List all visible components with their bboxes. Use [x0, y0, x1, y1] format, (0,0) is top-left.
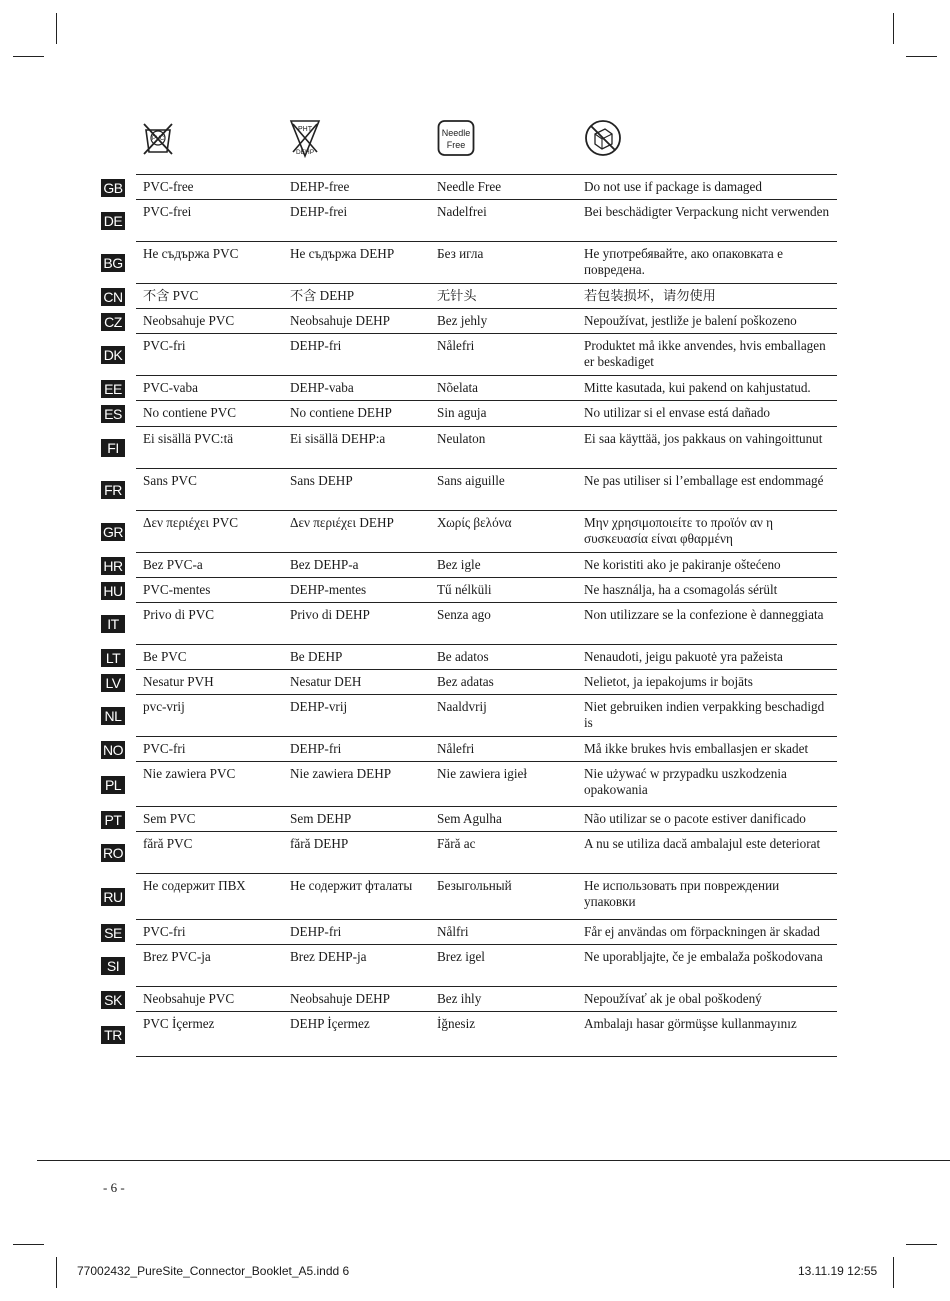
- dehp-free-text: Ei sisällä DEHP:a: [290, 431, 386, 446]
- needle-free-text: Χωρίς βελόνα: [437, 515, 512, 530]
- table-row: [104, 695, 837, 737]
- needle-free-text: Senza ago: [437, 607, 491, 622]
- language-code-badge: NO: [103, 742, 123, 758]
- pvc-free-text: Sans PVC: [143, 473, 197, 488]
- package-warning-text: Ne koristiti ako je pakiranje oštećeno: [584, 557, 781, 572]
- package-warning-text: Mitte kasutada, kui pakend on kahjustatud.: [584, 380, 811, 395]
- page-number: - 6 -: [103, 1180, 125, 1195]
- dehp-free-text: Sans DEHP: [290, 473, 353, 488]
- language-code-badge: IT: [101, 615, 125, 633]
- language-code-badge: NL: [101, 707, 125, 725]
- package-warning-text: Nepoužívať ak je obal poškodený: [584, 991, 762, 1006]
- dehp-free-text: Nie zawiera DEHP: [290, 766, 392, 781]
- language-code-badge: PT: [101, 811, 125, 829]
- pvc-free-text: pvc-vrij: [143, 699, 185, 714]
- dehp-free-text: DEHP-frei: [290, 204, 348, 219]
- pvc-free-text: PVC-fri: [143, 741, 186, 756]
- package-warning-text: Não utilizar se o pacote estiver danificado: [584, 811, 806, 826]
- dehp-free-text: 不含 DEHP: [290, 288, 355, 303]
- needle-free-text: Be adatos: [437, 649, 489, 664]
- needle-free-text: Bez jehly: [437, 313, 488, 328]
- crop-mark: [906, 1244, 937, 1245]
- dehp-free-text: Privo di DEHP: [290, 607, 370, 622]
- crop-mark: [906, 56, 937, 57]
- package-warning-text: 若包装损坏，请勿使用: [584, 288, 716, 303]
- crop-mark: [893, 13, 894, 44]
- package-warning-text: Μην χρησιμοποιείτε το προϊόν αν η συσκευασία είναι φθαρμένη: [584, 515, 774, 546]
- language-code-badge: DE: [101, 212, 125, 230]
- svg-text:DEHP: DEHP: [295, 149, 315, 156]
- package-warning-text: Nepoužívat, jestliže je balení poškozeno: [584, 313, 797, 328]
- dehp-free-text: Brez DEHP-ja: [290, 949, 367, 964]
- pvc-free-text: 不含 PVC: [143, 288, 199, 303]
- needle-free-icon: [436, 118, 476, 158]
- dehp-free-text: Δεν περιέχει DEHP: [290, 515, 394, 530]
- pvc-free-text: Brez PVC-ja: [143, 949, 211, 964]
- needle-free-text: Sin aguja: [437, 405, 487, 420]
- crop-mark: [893, 1257, 894, 1288]
- needle-free-text: 无针头: [437, 288, 477, 303]
- bottom-rule: [37, 1160, 950, 1161]
- needle-free-text: Neulaton: [437, 431, 486, 446]
- needle-free-text: Nadelfrei: [437, 204, 487, 219]
- needle-free-text: Naaldvrij: [437, 699, 487, 714]
- table-row: [103, 737, 837, 762]
- language-code-badge: TR: [101, 1026, 125, 1044]
- crop-mark: [56, 13, 57, 44]
- dehp-free-text: Не съдържа DEHP: [290, 246, 395, 261]
- language-code-badge: HR: [101, 557, 125, 575]
- package-warning-text: Не употребявайте, ако опаковката е повредена.: [584, 246, 783, 277]
- svg-text:Needle: Needle: [441, 128, 471, 138]
- pvc-free-text: PVC-fri: [143, 338, 186, 353]
- needle-free-text: Bez igle: [437, 557, 481, 572]
- language-code-badge: FI: [101, 439, 125, 457]
- needle-free-text: Nõelata: [437, 380, 479, 395]
- pvc-free-text: Be PVC: [143, 649, 187, 664]
- language-code-badge: SE: [101, 924, 125, 942]
- pvc-free-text: Δεν περιέχει PVC: [143, 515, 239, 530]
- table-row: [103, 553, 837, 578]
- table-row: [104, 762, 837, 807]
- needle-free-text: Brez igel: [437, 949, 485, 964]
- language-code-badge: FR: [101, 481, 125, 499]
- translation-table: [103, 174, 837, 1057]
- pvc-free-text: Nie zawiera PVC: [143, 766, 236, 781]
- package-warning-text: Do not use if package is damaged: [584, 179, 762, 194]
- table-row: [103, 832, 837, 874]
- pvc-free-text: PVC-frei: [143, 204, 192, 219]
- needle-free-text: Tű nélküli: [437, 582, 492, 597]
- table-row: [105, 645, 837, 670]
- dehp-free-text: Nesatur DEH: [290, 674, 362, 689]
- pvc-free-text: PVC İçermez: [143, 1016, 215, 1031]
- language-code-badge: ES: [101, 405, 125, 423]
- package-warning-text: Ne pas utiliser si l’emballage est endommagé: [584, 473, 824, 488]
- package-warning-text: Ei saa käyttää, jos pakkaus on vahingoittunut: [584, 431, 823, 446]
- needle-free-text: Nålefri: [437, 338, 475, 353]
- language-code-badge: PL: [101, 776, 125, 794]
- language-code-badge: CN: [101, 288, 125, 306]
- table-row: [104, 309, 837, 334]
- table-row: [107, 427, 837, 469]
- table-row: [103, 334, 837, 376]
- language-code-badge: RO: [103, 845, 123, 861]
- footer-datetime: 13.11.19 12:55: [798, 1264, 878, 1278]
- pvc-free-text: No contiene PVC: [143, 405, 237, 420]
- language-code-badge: BG: [101, 254, 125, 272]
- dehp-free-text: Bez DEHP-a: [290, 557, 359, 572]
- table-row: [104, 1012, 837, 1057]
- language-code-badge: GB: [101, 179, 125, 197]
- crop-mark: [56, 1257, 57, 1288]
- pvc-free-text: PVC-mentes: [143, 582, 211, 597]
- table-row: [103, 511, 837, 553]
- pvc-free-text: Не съдържа PVC: [143, 246, 239, 261]
- language-code-badge: LV: [101, 674, 125, 692]
- crossed-pvc-icon: [138, 118, 178, 158]
- dehp-free-text: Neobsahuje DEHP: [290, 991, 390, 1006]
- pvc-free-text: Не содержит ПВХ: [143, 878, 246, 893]
- needle-free-text: Fără ac: [437, 836, 476, 851]
- pvc-free-text: Sem PVC: [143, 811, 196, 826]
- dehp-free-text: Neobsahuje DEHP: [290, 313, 390, 328]
- table-row: [103, 578, 837, 603]
- language-code-badge: SI: [101, 957, 125, 975]
- table-row: [107, 603, 837, 645]
- table-row: [105, 670, 837, 695]
- table-row: [103, 874, 837, 920]
- header-icons: [0, 118, 950, 160]
- crop-mark: [13, 1244, 44, 1245]
- pvc-free-text: Bez PVC-a: [143, 557, 203, 572]
- table-row: [103, 284, 837, 309]
- needle-free-text: Безыгольный: [437, 878, 512, 893]
- package-warning-text: Produktet må ikke anvendes, hvis emballagen er beskadiget: [584, 338, 826, 369]
- dehp-free-text: No contiene DEHP: [290, 405, 392, 420]
- pvc-free-text: PVC-free: [143, 179, 194, 194]
- needle-free-text: Bez ihly: [437, 991, 482, 1006]
- dehp-free-text: DEHP-fri: [290, 741, 342, 756]
- table-row: [104, 987, 837, 1012]
- svg-text:PHT: PHT: [298, 126, 312, 133]
- package-warning-text: No utilizar si el envase está dañado: [584, 405, 771, 420]
- table-row: [104, 807, 837, 832]
- package-warning-text: Får ej användas om förpackningen är skadad: [584, 924, 820, 939]
- table-row: [104, 401, 837, 427]
- package-warning-text: A nu se utiliza dacă ambalajul este deteriorat: [584, 836, 821, 851]
- crossed-pht-dehp-icon: [285, 118, 325, 158]
- language-code-badge: SK: [101, 991, 125, 1009]
- table-row: [104, 920, 837, 945]
- pvc-free-text: Nesatur PVH: [143, 674, 214, 689]
- pvc-free-text: PVC-vaba: [143, 380, 198, 395]
- language-code-badge: GR: [103, 524, 123, 540]
- dehp-free-text: DEHP-mentes: [290, 582, 367, 597]
- dehp-free-text: DEHP İçermez: [290, 1016, 370, 1031]
- pvc-free-text: Privo di PVC: [143, 607, 215, 622]
- package-warning-text: Не использовать при повреждении упаковки: [584, 878, 780, 909]
- dehp-free-text: DEHP-free: [290, 179, 350, 194]
- svg-text:PVC: PVC: [151, 136, 165, 142]
- footer-filename: 77002432_PureSite_Connector_Booklet_A5.indd 6: [77, 1264, 350, 1278]
- needle-free-text: Bez adatas: [437, 674, 494, 689]
- damaged-package-icon: [583, 118, 623, 158]
- svg-text:Free: Free: [446, 140, 466, 150]
- dehp-free-text: fără DEHP: [290, 836, 349, 851]
- package-warning-text: Må ikke brukes hvis emballasjen er skadet: [584, 741, 809, 756]
- package-warning-text: Nenaudoti, jeigu pakuotė yra pažeista: [584, 649, 783, 664]
- table-row: [103, 200, 837, 242]
- language-code-badge: EE: [101, 380, 125, 398]
- language-code-badge: RU: [101, 888, 125, 906]
- table-row: [104, 469, 837, 511]
- language-code-badge: DK: [101, 346, 125, 364]
- needle-free-text: Nie zawiera igieł: [437, 766, 528, 781]
- dehp-free-text: Не содержит фталаты: [290, 878, 413, 893]
- needle-free-text: İğnesiz: [437, 1016, 476, 1031]
- needle-free-text: Needle Free: [437, 179, 502, 194]
- dehp-free-text: Be DEHP: [290, 649, 343, 664]
- needle-free-text: Sans aiguille: [437, 473, 505, 488]
- language-code-badge: LT: [101, 649, 125, 667]
- crop-mark: [13, 56, 44, 57]
- table-row: [104, 376, 837, 401]
- package-warning-text: Nie używać w przypadku uszkodzenia opakowania: [584, 766, 787, 797]
- pvc-free-text: Neobsahuje PVC: [143, 313, 235, 328]
- table-row: [103, 242, 837, 284]
- pvc-free-text: PVC-fri: [143, 924, 186, 939]
- needle-free-text: Без игла: [437, 246, 484, 261]
- package-warning-text: Ne használja, ha a csomagolás sérült: [584, 582, 778, 597]
- needle-free-text: Nålefri: [437, 741, 475, 756]
- package-warning-text: Ambalajı hasar görmüşse kullanmayınız: [584, 1016, 797, 1031]
- dehp-free-text: DEHP-fri: [290, 924, 342, 939]
- package-warning-text: Niet gebruiken indien verpakking beschadigd is: [584, 699, 825, 730]
- needle-free-text: Sem Agulha: [437, 811, 502, 826]
- dehp-free-text: DEHP-fri: [290, 338, 342, 353]
- language-code-badge: HU: [101, 582, 125, 600]
- pvc-free-text: Neobsahuje PVC: [143, 991, 235, 1006]
- needle-free-text: Nålfri: [437, 924, 469, 939]
- dehp-free-text: Sem DEHP: [290, 811, 352, 826]
- dehp-free-text: DEHP-vrij: [290, 699, 348, 714]
- pvc-free-text: fără PVC: [143, 836, 193, 851]
- dehp-free-text: DEHP-vaba: [290, 380, 354, 395]
- package-warning-text: Nelietot, ja iepakojums ir bojāts: [584, 674, 753, 689]
- table-row: [106, 945, 837, 987]
- pvc-free-text: Ei sisällä PVC:tä: [143, 431, 234, 446]
- package-warning-text: Bei beschädigter Verpackung nicht verwenden: [584, 204, 830, 219]
- package-warning-text: Non utilizzare se la confezione è danneggiata: [584, 607, 824, 622]
- table-row: [103, 175, 837, 200]
- package-warning-text: Ne uporabljajte, če je embalaža poškodovana: [584, 949, 823, 964]
- language-code-badge: CZ: [101, 313, 125, 331]
